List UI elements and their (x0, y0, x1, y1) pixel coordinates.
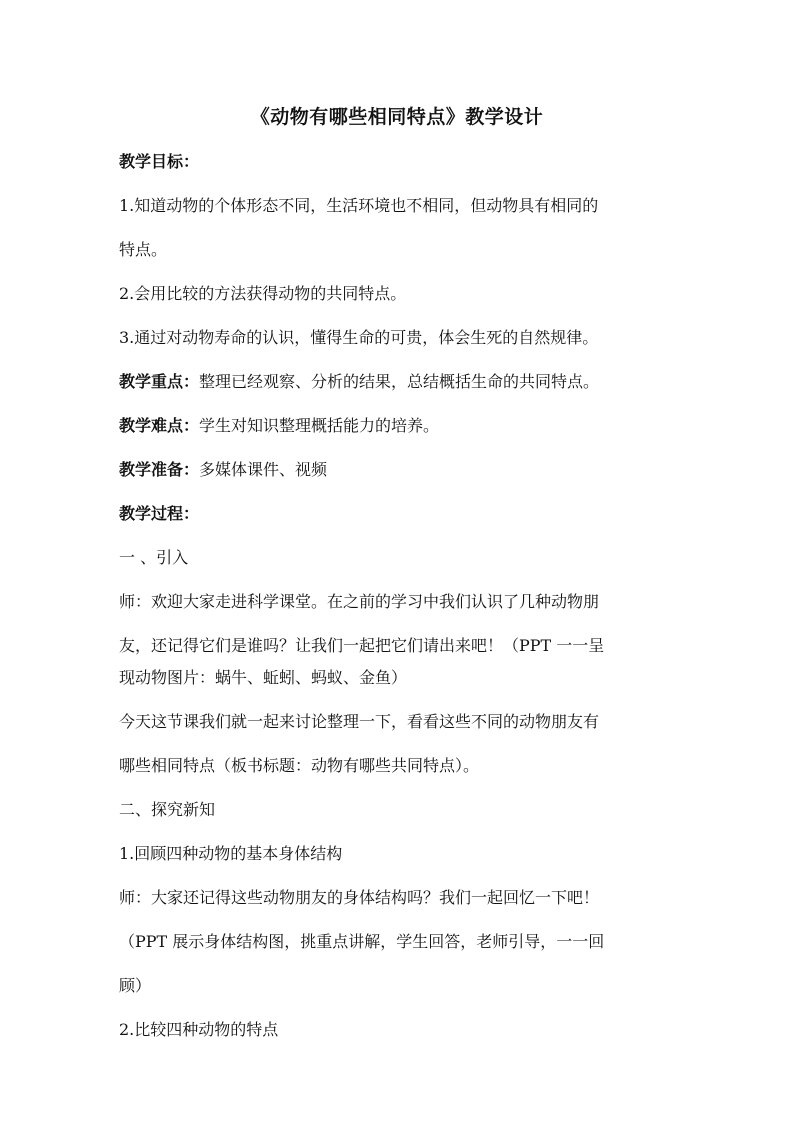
preparation-label: 教学准备： (119, 460, 200, 479)
objective-1-line-2: 特点。 (119, 240, 168, 259)
section-intro-heading: 一 、引入 (119, 548, 189, 567)
key-points-label: 教学重点： (119, 372, 200, 391)
intro-paragraph-2-line-1: 今天这节课我们就一起来讨论整理一下，看看这些不同的动物朋友有 (119, 712, 600, 731)
objectives-heading: 教学目标： (119, 152, 200, 171)
step-1-line-2: （PPT 展示身体结构图，挑重点讲解，学生回答，老师引导，一一回 (119, 932, 605, 951)
difficulties-text: 学生对知识整理概括能力的培养。 (199, 416, 440, 435)
difficulties (119, 410, 679, 442)
key-points (119, 366, 679, 398)
step-1-heading: 1.回顾四种动物的基本身体结构 (119, 844, 343, 863)
section-explore-heading: 二、探究新知 (119, 800, 216, 819)
step-1-line-1: 师：大家还记得这些动物朋友的身体结构吗？我们一起回忆一下吧！ (119, 888, 600, 907)
objective-3: 3.通过对动物寿命的认识，懂得生命的可贵，体会生死的自然规律。 (119, 328, 599, 347)
intro-paragraph-line-2: 友，还记得它们是谁吗？让我们一起把它们请出来吧！（PPT 一一呈 (119, 636, 605, 655)
difficulties-label: 教学难点： (119, 416, 200, 435)
process-heading: 教学过程： (119, 504, 200, 523)
key-points-text: 整理已经观察、分析的结果，总结概括生命的共同特点。 (199, 372, 600, 391)
objective-1-line-1: 1.知道动物的个体形态不同，生活环境也不相同，但动物具有相同的 (119, 196, 599, 215)
document-body (119, 146, 679, 1046)
step-1-line-3: 顾） (119, 976, 152, 995)
preparation (119, 454, 679, 486)
intro-paragraph-line-3: 现动物图片：蜗牛、蚯蚓、蚂蚁、金鱼） (119, 668, 408, 687)
intro-paragraph-2-line-2: 哪些相同特点（板书标题：动物有哪些共同特点）。 (119, 756, 480, 775)
preparation-text: 多媒体课件、视频 (199, 460, 328, 479)
intro-paragraph-line-1: 师：欢迎大家走进科学课堂。在之前的学习中我们认识了几种动物朋 (119, 592, 600, 611)
document-title: 《动物有哪些相同特点》教学设计 (250, 106, 544, 128)
step-2-heading: 2.比较四种动物的特点 (119, 1020, 279, 1039)
objective-2: 2.会用比较的方法获得动物的共同特点。 (119, 284, 407, 303)
